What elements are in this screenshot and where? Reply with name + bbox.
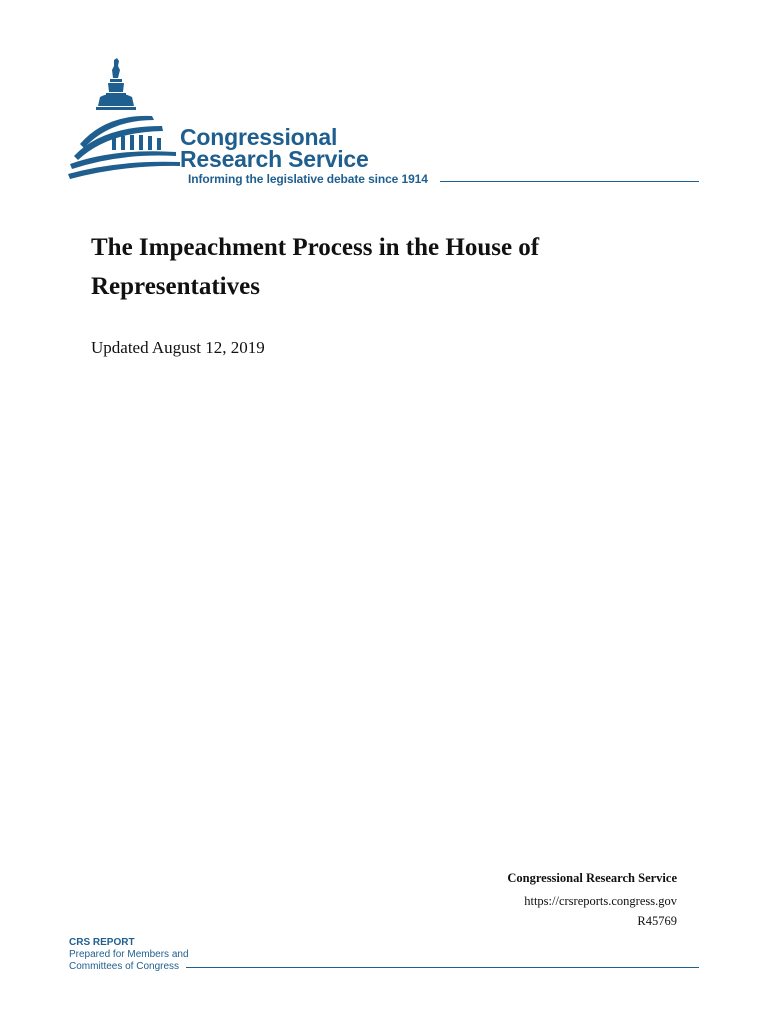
footer-prepared-line: Prepared for Members and [69, 949, 189, 960]
footer-label [69, 937, 189, 973]
footer-divider [186, 967, 699, 968]
updated-date: Updated August 12, 2019 [91, 338, 265, 357]
org-name-line1: Congressional [180, 124, 338, 150]
footer-crs-report: CRS REPORT [69, 937, 135, 948]
org-tagline: Informing the legislative debate since 1914 [188, 172, 428, 186]
header-divider [440, 181, 699, 182]
publisher-name: Congressional Research Service [507, 871, 677, 885]
report-title: The Impeachment Process in the House of Representatives [91, 234, 540, 300]
publisher-url[interactable]: https://crsreports.congress.gov [524, 894, 677, 908]
org-name-line2: Research Service [180, 146, 369, 172]
publisher-block [377, 868, 677, 931]
footer-committees-line: Committees of Congress [69, 961, 180, 972]
capitol-dome-icon [66, 56, 186, 184]
report-number: R45769 [637, 914, 677, 928]
